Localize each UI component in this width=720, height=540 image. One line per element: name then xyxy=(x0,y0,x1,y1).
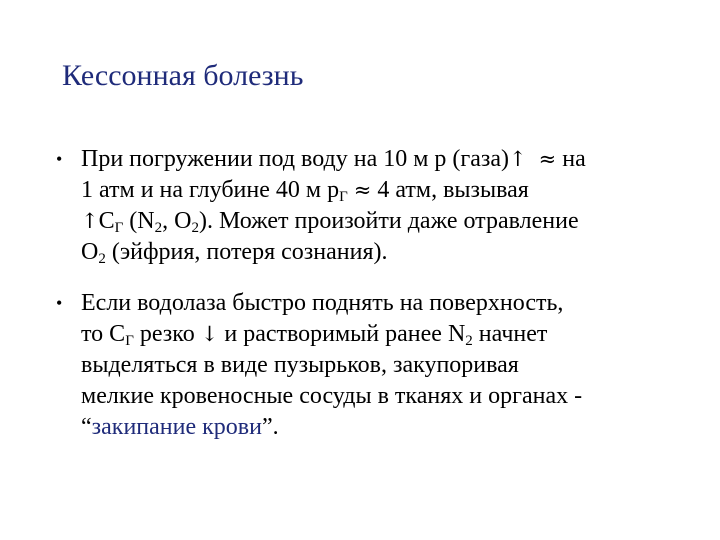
text-fragment: и растворимый ранее N xyxy=(224,321,466,347)
text-fragment: (N xyxy=(129,208,155,234)
bullet-1-marker: • xyxy=(56,149,63,169)
text-fragment: резко xyxy=(139,321,195,347)
text-fragment: , O xyxy=(162,208,192,234)
bullet-1-line-2 xyxy=(81,175,696,206)
bullet-2-marker: • xyxy=(56,293,63,313)
text-fragment: то C xyxy=(81,321,126,347)
quoted-phrase: закипание крови xyxy=(91,414,262,440)
text-fragment: (эйфрия, потеря сознания). xyxy=(111,239,388,265)
text-fragment: O xyxy=(81,239,99,265)
text-fragment: ”. xyxy=(261,414,279,440)
approx-symbol: ≈ xyxy=(353,178,372,202)
up-arrow-icon: ↑ xyxy=(509,147,527,171)
text-fragment: 4 атм, вызывая xyxy=(377,177,529,203)
down-arrow-icon: ↓ xyxy=(200,322,219,346)
subscript: 2 xyxy=(191,220,199,236)
subscript: Г xyxy=(114,220,124,236)
bullet-2 xyxy=(56,288,696,443)
subscript: 2 xyxy=(154,220,163,236)
text-fragment: 1 атм и на глубине 40 м p xyxy=(81,177,340,203)
bullet-1-line-1 xyxy=(81,144,696,175)
text-fragment: C xyxy=(98,208,115,234)
slide-title: Кессонная болезнь xyxy=(62,59,304,92)
subscript: Г xyxy=(125,333,134,349)
bullet-2-line-3: выделяться в виде пузырьков, закупоривая xyxy=(81,352,519,378)
text-fragment: “ xyxy=(81,414,92,440)
approx-symbol: ≈ xyxy=(538,147,557,171)
text-fragment: на xyxy=(562,146,586,172)
bullet-1 xyxy=(56,144,696,268)
text-fragment: начнет xyxy=(478,321,548,347)
subscript: 2 xyxy=(465,333,473,349)
bullet-2-line-4: мелкие кровеносные сосуды в тканях и органах - xyxy=(81,383,583,409)
bullet-2-line-1: Если водолаза быстро поднять на поверхность, xyxy=(81,290,564,316)
subscript: Г xyxy=(339,189,348,205)
up-arrow-icon: ↑ xyxy=(81,209,99,233)
text-fragment: ). Может произойти даже отравление xyxy=(198,208,579,234)
bullet-2-line-5 xyxy=(81,412,696,443)
bullet-2-line-2 xyxy=(81,319,696,350)
text-fragment: При погружении под воду на 10 м p (газа) xyxy=(81,146,510,172)
bullet-1-line-3 xyxy=(81,206,696,237)
subscript: 2 xyxy=(98,251,106,267)
bullet-1-line-4 xyxy=(81,237,696,268)
